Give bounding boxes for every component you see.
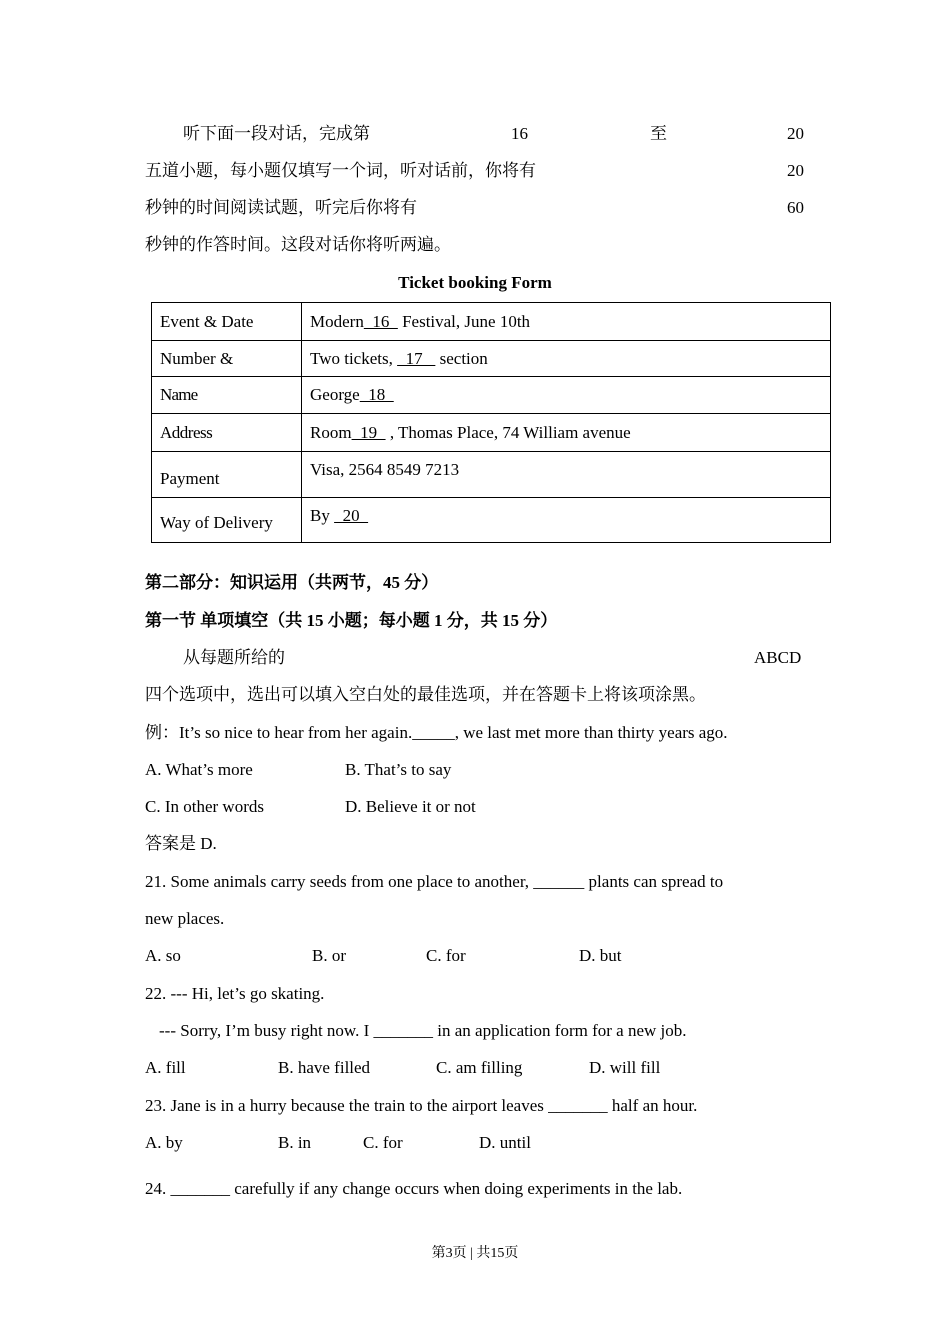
question-24: 24. _______ carefully if any change occurs when doing experiments in the lab. bbox=[145, 1179, 683, 1198]
instruction-options: ABCD bbox=[754, 648, 802, 667]
listening-question-end: 20 bbox=[787, 124, 804, 143]
form-label: Address bbox=[152, 414, 302, 452]
form-value: By 20 bbox=[302, 498, 831, 543]
example-answer: 答案是 D. bbox=[145, 834, 217, 853]
example-option-a: A. What’s more bbox=[145, 760, 253, 779]
question-21: 21. Some animals carry seeds from one place to another, ______ plants can spread to bbox=[145, 872, 724, 891]
question-21-cont: new places. bbox=[145, 909, 225, 928]
listening-intro-text: 听下面一段对话，完成第 bbox=[183, 124, 370, 143]
ticket-booking-form bbox=[151, 302, 831, 543]
form-row bbox=[152, 414, 831, 452]
q22-option-d: D. will fill bbox=[589, 1058, 661, 1077]
listening-line4: 秒钟的作答时间。这段对话你将听两遍。 bbox=[145, 235, 451, 254]
form-label: Name bbox=[152, 377, 302, 414]
form-blank-19: 19 bbox=[351, 422, 386, 442]
listening-question-start: 16 bbox=[511, 124, 528, 143]
q23-option-d: D. until bbox=[479, 1133, 531, 1152]
form-row bbox=[152, 341, 831, 377]
page-footer: 第3页 | 共15页 bbox=[431, 1246, 519, 1261]
part2-heading: 第二部分：知识运用（共两节，45 分） bbox=[145, 573, 439, 592]
question-23: 23. Jane is in a hurry because the train to the airport leaves _______ half an hour. bbox=[145, 1096, 698, 1115]
listening-answer-seconds: 60 bbox=[787, 198, 804, 217]
form-blank-17: 17 bbox=[397, 348, 436, 368]
q23-option-a: A. by bbox=[145, 1133, 183, 1152]
listening-line3: 秒钟的时间阅读试题，听完后你将有 bbox=[145, 198, 417, 217]
listening-to-word: 至 bbox=[650, 124, 667, 143]
form-blank-18: 18 bbox=[359, 385, 394, 404]
q23-option-b: B. in bbox=[278, 1133, 312, 1152]
form-row bbox=[152, 498, 831, 543]
form-label: Event & Date bbox=[152, 303, 302, 341]
question-22: 22. --- Hi, let’s go skating. bbox=[145, 984, 325, 1003]
listening-read-seconds: 20 bbox=[787, 161, 804, 180]
listening-line2: 五道小题，每小题仅填写一个词，听对话前，你将有 bbox=[145, 161, 536, 180]
form-row bbox=[152, 452, 831, 498]
form-blank-20: 20 bbox=[334, 506, 369, 525]
q21-option-a: A. so bbox=[145, 946, 181, 965]
q22-option-a: A. fill bbox=[145, 1058, 186, 1077]
form-blank-16: 16 bbox=[363, 311, 398, 331]
form-row bbox=[152, 377, 831, 414]
q22-option-c: C. am filling bbox=[436, 1058, 523, 1077]
form-value: Two tickets, 17 section bbox=[302, 341, 831, 377]
form-value: George 18 bbox=[302, 377, 831, 414]
example-option-b: B. That’s to say bbox=[345, 760, 452, 779]
form-label: Number & bbox=[152, 341, 302, 377]
example-option-c: C. In other words bbox=[145, 797, 264, 816]
form-value: Visa, 2564 8549 7213 bbox=[302, 452, 831, 498]
instruction-line2: 四个选项中，选出可以填入空白处的最佳选项，并在答题卡上将该项涂黑。 bbox=[145, 685, 706, 704]
q22-option-b: B. have filled bbox=[278, 1058, 371, 1077]
example-option-d: D. Believe it or not bbox=[345, 797, 476, 816]
q21-option-b: B. or bbox=[312, 946, 346, 965]
form-value: Room 19 , Thomas Place, 74 William avenue bbox=[302, 414, 831, 452]
section1-heading: 第一节 单项填空（共 15 小题；每小题 1 分，共 15 分） bbox=[145, 611, 558, 630]
q21-option-c: C. for bbox=[426, 946, 466, 965]
form-row bbox=[152, 303, 831, 341]
form-label: Way of Delivery bbox=[152, 498, 302, 543]
form-value: Modern 16 Festival, June 10th bbox=[302, 303, 831, 341]
question-22-reply: --- Sorry, I’m busy right now. I _______ in an application form for a new job. bbox=[159, 1021, 687, 1040]
q23-option-c: C. for bbox=[363, 1133, 403, 1152]
example-question: 例：It’s so nice to hear from her again._____, we last met more than thirty years ago. bbox=[145, 723, 728, 742]
q21-option-d: D. but bbox=[579, 946, 622, 965]
form-label: Payment bbox=[152, 452, 302, 498]
form-title: Ticket booking Form bbox=[398, 273, 552, 292]
instruction-text: 从每题所给的 bbox=[183, 648, 285, 667]
